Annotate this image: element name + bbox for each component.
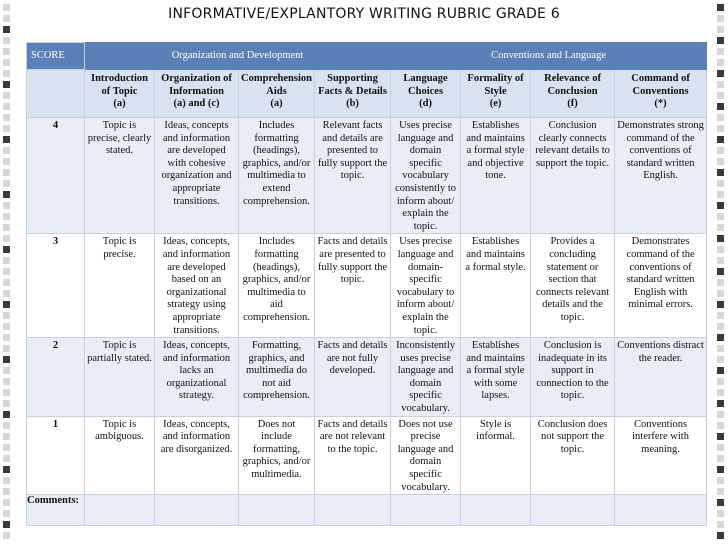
border-dash [717,301,724,308]
rubric-cell: Style is informal. [461,416,531,495]
score-value: 3 [27,234,85,338]
rubric-cell: Does not include formatting, graphics, and/or multimedia. [239,416,315,495]
criteria-header-row [27,70,707,118]
border-dash [3,411,10,418]
criterion-header [155,70,239,118]
criterion-code: (d) [419,98,432,110]
border-dash [717,477,724,484]
border-dash [3,521,10,528]
border-dash [717,279,724,286]
border-dash [717,444,724,451]
border-dash [717,81,724,88]
rubric-cell: Conventions interfere with meaning. [615,416,707,495]
criterion-header [391,70,461,118]
border-dash [3,158,10,165]
rubric-body [27,118,707,526]
rubric-cell: Establishes and maintains a formal style. [461,234,531,338]
border-dash [717,103,724,110]
border-dash [717,257,724,264]
comments-cell[interactable] [315,495,391,526]
border-dash [717,323,724,330]
rubric-cell: Establishes and maintains a formal style with some lapses. [461,338,531,417]
border-dash [717,26,724,33]
border-dash [3,400,10,407]
border-dash [3,92,10,99]
criterion-code: (a) and (c) [173,98,220,110]
comments-cell[interactable] [85,495,155,526]
rubric-cell: Topic is precise, clearly stated. [85,118,155,234]
rubric-cell: Topic is partially stated. [85,338,155,417]
criterion-header [461,70,531,118]
comments-row [27,495,707,526]
criterion-header [531,70,615,118]
border-dash [3,323,10,330]
right-dashed-border [714,0,728,546]
border-dash [3,532,10,539]
border-dash [717,48,724,55]
rubric-cell: Relevant facts and details are presented to fully support the topic. [315,118,391,234]
border-dash [717,213,724,220]
criterion-header [615,70,707,118]
rubric-cell: Demonstrates command of the conventions of standard written English with minimal errors. [615,234,707,338]
border-dash [717,202,724,209]
criterion-name: Language Choices [403,73,448,97]
border-dash [3,334,10,341]
rubric-cell: Facts and details are not fully developed. [315,338,391,417]
score-value: 4 [27,118,85,234]
rubric-cell: Ideas, concepts and information are developed with cohesive organization and appropriate transitions. [155,118,239,234]
border-dash [3,433,10,440]
border-dash [717,92,724,99]
criterion-name: Organization of Information [161,73,232,97]
border-dash [717,290,724,297]
border-dash [717,268,724,275]
border-dash [717,389,724,396]
rubric-cell: Topic is ambiguous. [85,416,155,495]
criterion-code: (a) [113,98,126,110]
rubric-cell: Inconsistently uses precise language and domain specific vocabulary. [391,338,461,417]
border-dash [717,235,724,242]
border-dash [3,70,10,77]
border-dash [717,466,724,473]
rubric-cell: Conclusion clearly connects relevant details to support the topic. [531,118,615,234]
border-dash [717,356,724,363]
rubric-cell: Formatting, graphics, and multimedia do not aid comprehension. [239,338,315,417]
rubric-cell: Conventions distract the reader. [615,338,707,417]
rubric-cell: Establishes and maintains a formal style and objective tone. [461,118,531,234]
border-dash [3,378,10,385]
border-dash [3,224,10,231]
border-dash [3,191,10,198]
border-dash [3,103,10,110]
border-dash [3,235,10,242]
rubric-cell: Ideas, concepts, and information lacks an organizational strategy. [155,338,239,417]
criterion-name: Introduction of Topic [91,73,148,97]
border-dash [3,279,10,286]
border-dash [3,59,10,66]
border-dash [3,356,10,363]
border-dash [3,290,10,297]
rubric-cell: Provides a concluding statement or section that connects relevant details and the topic. [531,234,615,338]
rubric-cell: Demonstrates strong command of the conventions of standard written English. [615,118,707,234]
criterion-name: Relevance of Conclusion [544,73,601,97]
border-dash [717,499,724,506]
rubric-cell: Includes formatting (headings), graphics, and/or multimedia to extend comprehension. [239,118,315,234]
criterion-name: Formality of Style [467,73,524,97]
score-row [27,338,707,417]
border-dash [3,422,10,429]
border-dash [3,37,10,44]
border-dash [3,488,10,495]
group-header-row [27,43,707,70]
border-dash [3,202,10,209]
criterion-name: Supporting Facts & Details [318,73,387,97]
rubric-cell: Does not use precise language and domain specific vocabulary. [391,416,461,495]
border-dash [3,180,10,187]
comments-cell[interactable] [531,495,615,526]
border-dash [717,521,724,528]
border-dash [3,169,10,176]
border-dash [717,59,724,66]
border-dash [717,147,724,154]
comments-cell[interactable] [155,495,239,526]
border-dash [717,510,724,517]
border-dash [717,345,724,352]
border-dash [3,466,10,473]
border-dash [717,488,724,495]
border-dash [717,312,724,319]
rubric-cell: Uses precise language and domain specific vocabulary consistently to inform about/ explain the topic. [391,118,461,234]
border-dash [3,312,10,319]
border-dash [717,334,724,341]
rubric-cell: Ideas, concepts, and information are disorganized. [155,416,239,495]
border-dash [717,191,724,198]
rubric-cell: Facts and details are presented to fully support the topic. [315,234,391,338]
border-dash [3,367,10,374]
comments-cell[interactable] [615,495,707,526]
rubric-cell: Ideas, concepts, and information are developed based on an organizational strategy using appropriate transitions. [155,234,239,338]
criterion-code: (*) [654,98,667,110]
comments-cell[interactable] [239,495,315,526]
border-dash [717,70,724,77]
border-dash [717,136,724,143]
score-row [27,118,707,234]
criteria-header-blank [27,70,85,118]
border-dash [3,125,10,132]
criterion-code: (e) [489,98,502,110]
border-dash [3,389,10,396]
rubric-cell: Topic is precise. [85,234,155,338]
border-dash [3,136,10,143]
score-value: 1 [27,416,85,495]
border-dash [3,81,10,88]
border-dash [3,268,10,275]
comments-label: Comments: [27,495,85,526]
border-dash [717,169,724,176]
border-dash [3,455,10,462]
border-dash [3,246,10,253]
score-row [27,416,707,495]
border-dash [717,180,724,187]
border-dash [3,26,10,33]
rubric-table [26,42,707,526]
rubric-cell: Conclusion is inadequate in its support in connection to the topic. [531,338,615,417]
rubric-cell: Conclusion does not support the topic. [531,416,615,495]
comments-cell[interactable] [391,495,461,526]
score-header: SCORE [27,43,85,70]
organization-group-header: Organization and Development [85,43,391,70]
criterion-header [239,70,315,118]
rubric-cell: Includes formatting (headings), graphics, and/or multimedia to aid comprehension. [239,234,315,338]
score-row [27,234,707,338]
border-dash [717,378,724,385]
border-dash [717,114,724,121]
conventions-group-header: Conventions and Language [391,43,707,70]
border-dash [717,37,724,44]
border-dash [717,367,724,374]
border-dash [717,422,724,429]
border-dash [717,224,724,231]
border-dash [3,301,10,308]
border-dash [717,158,724,165]
left-dashed-border [0,0,14,546]
border-dash [3,510,10,517]
criterion-code: (b) [346,98,359,110]
rubric-cell: Facts and details are not relevant to the topic. [315,416,391,495]
border-dash [3,147,10,154]
criterion-code: (f) [567,98,578,110]
border-dash [3,257,10,264]
border-dash [3,48,10,55]
border-dash [3,345,10,352]
border-dash [717,411,724,418]
border-dash [717,246,724,253]
page-title: INFORMATIVE/EXPLANTORY WRITING RUBRIC GRADE 6 [168,6,560,22]
rubric-cell: Uses precise language and domain-specific vocabulary to inform about/ explain the topic. [391,234,461,338]
comments-cell[interactable] [461,495,531,526]
border-dash [3,477,10,484]
border-dash [717,125,724,132]
criterion-code: (a) [270,98,283,110]
border-dash [717,400,724,407]
border-dash [3,444,10,451]
border-dash [717,433,724,440]
border-dash [3,114,10,121]
border-dash [3,499,10,506]
criterion-header [315,70,391,118]
criterion-name: Comprehension Aids [241,73,312,97]
criterion-header [85,70,155,118]
score-value: 2 [27,338,85,417]
criterion-name: Command of Conventions [631,73,690,97]
border-dash [717,532,724,539]
border-dash [3,213,10,220]
border-dash [717,455,724,462]
